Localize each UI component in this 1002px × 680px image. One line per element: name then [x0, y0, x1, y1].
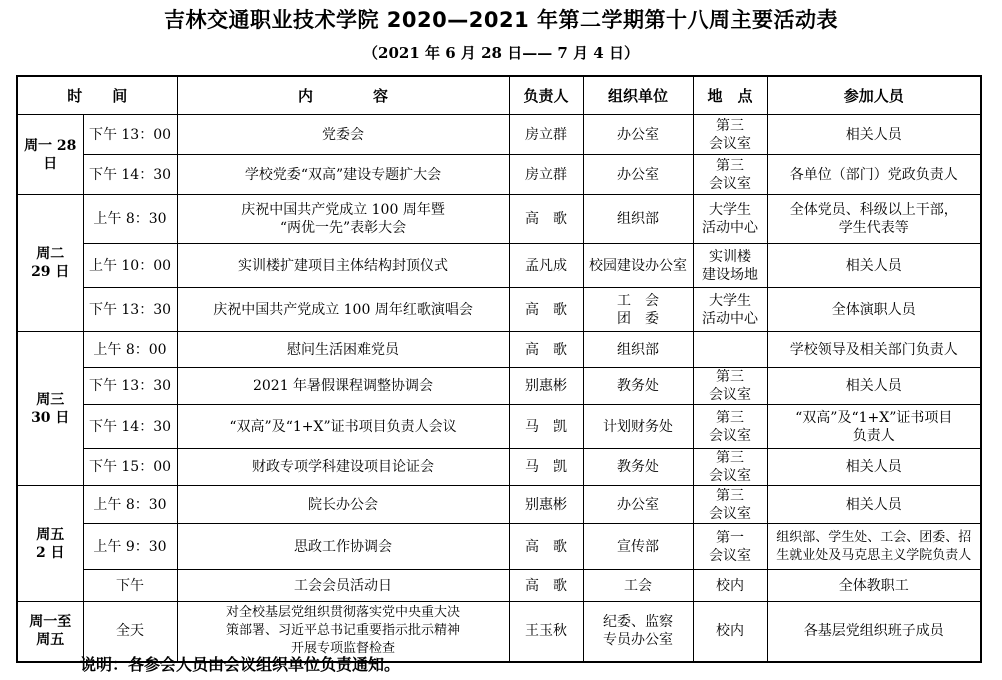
- table-row: [17, 332, 981, 368]
- table-row: [17, 405, 981, 449]
- place-cell: 第三 会议室: [693, 115, 767, 155]
- time-cell: 下午: [83, 570, 177, 602]
- time-cell: 下午 15：00: [83, 449, 177, 486]
- owner-cell: 高 歌: [509, 570, 583, 602]
- attendees-cell: “双高”及“1+X”证书项目 负责人: [767, 405, 981, 449]
- time-cell: 下午 13：30: [83, 288, 177, 332]
- day-cell: 周一 28 日: [17, 115, 83, 195]
- time-cell: 下午 13：00: [83, 115, 177, 155]
- place-cell: 校内: [693, 570, 767, 602]
- owner-cell: 高 歌: [509, 288, 583, 332]
- org-cell: 纪委、监察 专员办公室: [583, 602, 693, 662]
- attendees-cell: 各单位（部门）党政负责人: [767, 155, 981, 195]
- org-cell: 组织部: [583, 332, 693, 368]
- header-org: 组织单位: [583, 76, 693, 115]
- time-cell: 下午 13：30: [83, 368, 177, 405]
- owner-cell: 马 凯: [509, 405, 583, 449]
- content-cell: 思政工作协调会: [177, 524, 509, 570]
- content-cell: 庆祝中国共产党成立 100 周年暨 “两优一先”表彰大会: [177, 195, 509, 244]
- owner-cell: 别惠彬: [509, 368, 583, 405]
- content-cell: 财政专项学科建设项目论证会: [177, 449, 509, 486]
- attendees-cell: 相关人员: [767, 486, 981, 524]
- org-cell: 校园建设办公室: [583, 244, 693, 288]
- time-cell: 上午 8：30: [83, 486, 177, 524]
- header-row: [17, 76, 981, 115]
- owner-cell: 房立群: [509, 155, 583, 195]
- owner-cell: 别惠彬: [509, 486, 583, 524]
- table-row: [17, 115, 981, 155]
- header-attendees: 参加人员: [767, 76, 981, 115]
- org-cell: 办公室: [583, 486, 693, 524]
- org-cell: 组织部: [583, 195, 693, 244]
- table-row: [17, 244, 981, 288]
- time-cell: 上午 10：00: [83, 244, 177, 288]
- place-cell: 大学生 活动中心: [693, 195, 767, 244]
- place-cell: 校内: [693, 602, 767, 662]
- attendees-cell: 各基层党组织班子成员: [767, 602, 981, 662]
- content-cell: 对全校基层党组织贯彻落实党中央重大决 策部署、习近平总书记重要指示批示精神 开展专项监督检查: [177, 602, 509, 662]
- content-cell: 慰问生活困难党员: [177, 332, 509, 368]
- header-content: 内 容: [177, 76, 509, 115]
- place-cell: 第三 会议室: [693, 449, 767, 486]
- content-cell: “双高”及“1+X”证书项目负责人会议: [177, 405, 509, 449]
- place-cell: [693, 332, 767, 368]
- content-cell: 院长办公会: [177, 486, 509, 524]
- owner-cell: 孟凡成: [509, 244, 583, 288]
- table-row: [17, 368, 981, 405]
- content-cell: 学校党委“双高”建设专题扩大会: [177, 155, 509, 195]
- table-row: [17, 449, 981, 486]
- org-cell: 教务处: [583, 449, 693, 486]
- org-cell: 教务处: [583, 368, 693, 405]
- owner-cell: 高 歌: [509, 524, 583, 570]
- attendees-cell: 相关人员: [767, 115, 981, 155]
- owner-cell: 王玉秋: [509, 602, 583, 662]
- activity-schedule-table: [16, 75, 982, 663]
- place-cell: 第三 会议室: [693, 405, 767, 449]
- org-cell: 办公室: [583, 155, 693, 195]
- attendees-cell: 相关人员: [767, 244, 981, 288]
- place-cell: 第三 会议室: [693, 368, 767, 405]
- content-cell: 党委会: [177, 115, 509, 155]
- time-cell: 上午 8：00: [83, 332, 177, 368]
- time-cell: 全天: [83, 602, 177, 662]
- time-cell: 下午 14：30: [83, 405, 177, 449]
- table-row: [17, 524, 981, 570]
- org-cell: 计划财务处: [583, 405, 693, 449]
- owner-cell: 高 歌: [509, 332, 583, 368]
- date-range-subtitle: （2021 年 6 月 28 日—— 7 月 4 日）: [363, 44, 639, 62]
- owner-cell: 高 歌: [509, 195, 583, 244]
- time-cell: 上午 8：30: [83, 195, 177, 244]
- content-cell: 工会会员活动日: [177, 570, 509, 602]
- place-cell: 实训楼 建设场地: [693, 244, 767, 288]
- org-cell: 宣传部: [583, 524, 693, 570]
- attendees-cell: 全体演职人员: [767, 288, 981, 332]
- place-cell: 第三 会议室: [693, 155, 767, 195]
- time-cell: 下午 14：30: [83, 155, 177, 195]
- table-row: [17, 195, 981, 244]
- org-cell: 工 会 团 委: [583, 288, 693, 332]
- place-cell: 大学生 活动中心: [693, 288, 767, 332]
- header-owner: 负责人: [509, 76, 583, 115]
- day-cell: 周一至 周五: [17, 602, 83, 662]
- table-row: [17, 570, 981, 602]
- org-cell: 工会: [583, 570, 693, 602]
- footer-note: 说明：各参会人员由会议组织单位负责通知。: [80, 655, 401, 674]
- page-title: 吉林交通职业技术学院 2020—2021 年第二学期第十八周主要活动表: [163, 8, 838, 32]
- table-row: [17, 486, 981, 524]
- table-row: [17, 155, 981, 195]
- header-time: 时 间: [17, 76, 177, 115]
- table-row: [17, 288, 981, 332]
- attendees-cell: 全体党员、科级以上干部， 学生代表等: [767, 195, 981, 244]
- time-cell: 上午 9：30: [83, 524, 177, 570]
- org-cell: 办公室: [583, 115, 693, 155]
- attendees-cell: 相关人员: [767, 368, 981, 405]
- content-cell: 庆祝中国共产党成立 100 周年红歌演唱会: [177, 288, 509, 332]
- content-cell: 2021 年暑假课程调整协调会: [177, 368, 509, 405]
- attendees-cell: 组织部、学生处、工会、团委、招 生就业处及马克思主义学院负责人: [767, 524, 981, 570]
- attendees-cell: 全体教职工: [767, 570, 981, 602]
- attendees-cell: 相关人员: [767, 449, 981, 486]
- owner-cell: 房立群: [509, 115, 583, 155]
- place-cell: 第三 会议室: [693, 486, 767, 524]
- header-place: 地 点: [693, 76, 767, 115]
- day-cell: 周三 30 日: [17, 332, 83, 486]
- content-cell: 实训楼扩建项目主体结构封顶仪式: [177, 244, 509, 288]
- attendees-cell: 学校领导及相关部门负责人: [767, 332, 981, 368]
- place-cell: 第一 会议室: [693, 524, 767, 570]
- day-cell: 周五 2 日: [17, 486, 83, 602]
- owner-cell: 马 凯: [509, 449, 583, 486]
- day-cell: 周二 29 日: [17, 195, 83, 332]
